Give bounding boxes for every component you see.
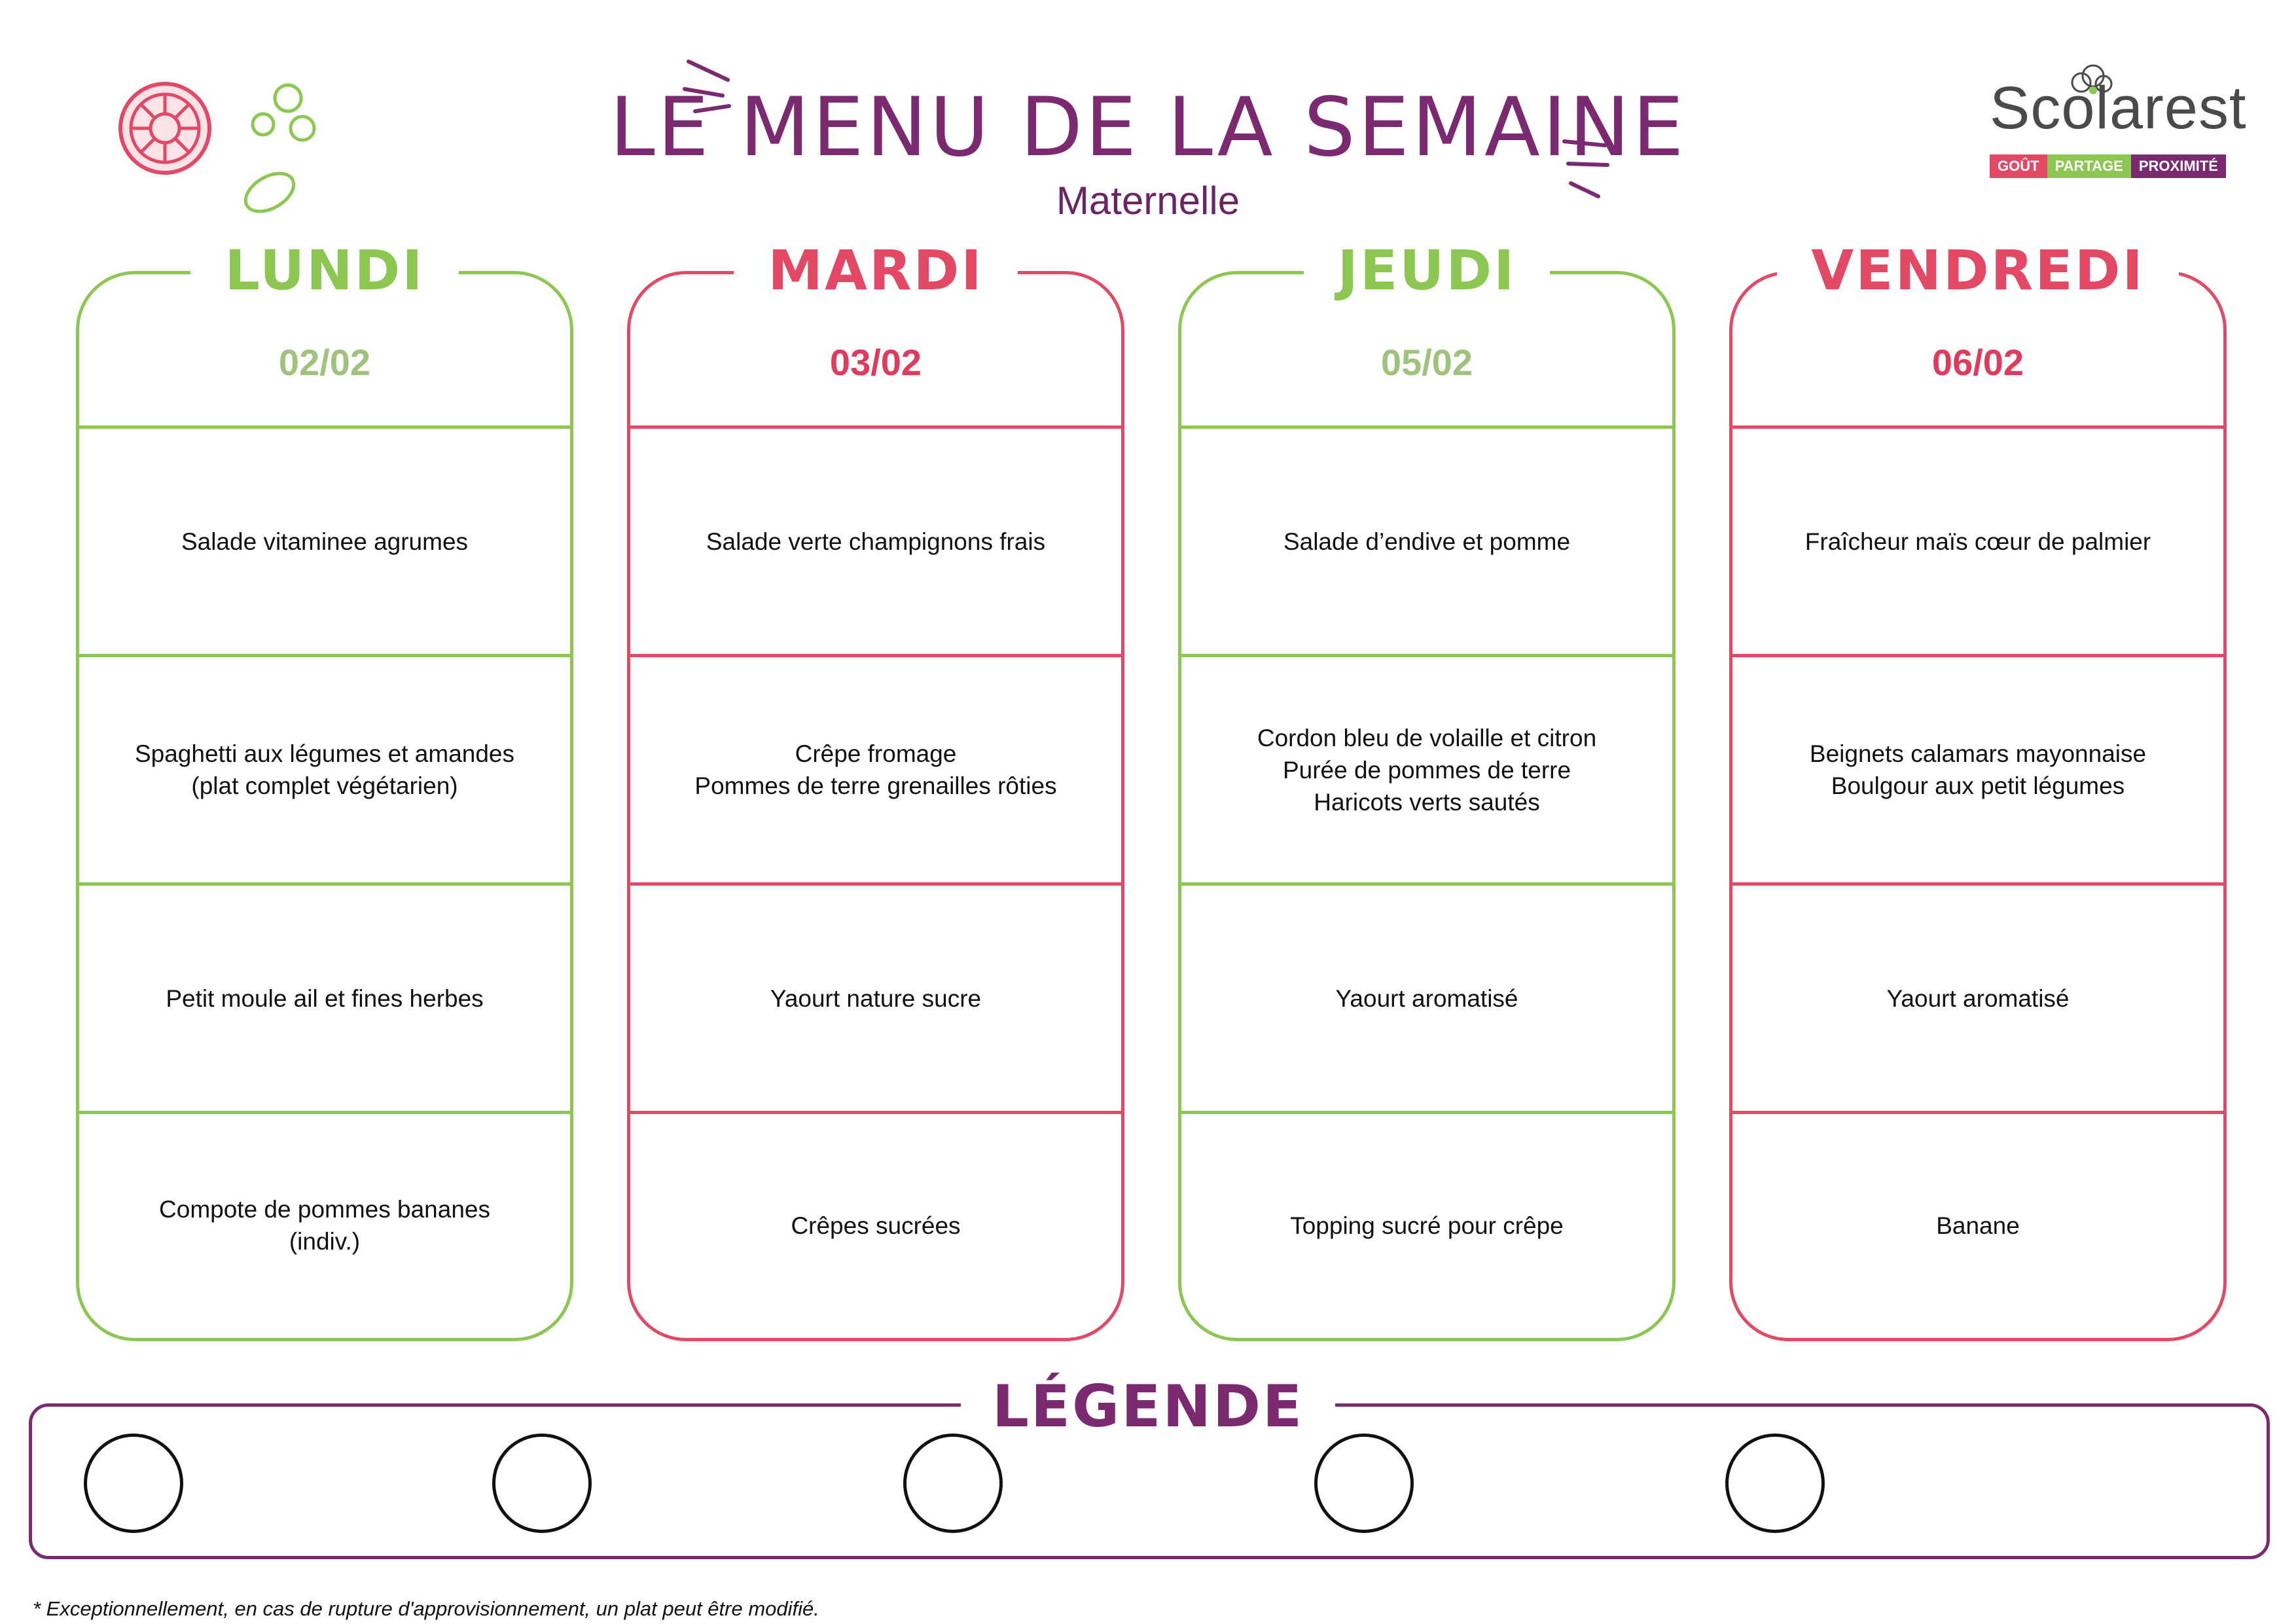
menu-item-main: Crêpe fromage Pommes de terre grenailles rôties <box>694 740 1057 799</box>
menu-item-main: Beignets calamars mayonnaise Boulgour aux petit légumes <box>1809 740 2147 799</box>
day-date: 06/02 <box>1931 342 2024 383</box>
legend-symbol-placeholder <box>84 1434 183 1533</box>
logo-tagline-item: GOÛT <box>1990 154 2047 178</box>
menu-item-dairy: Yaourt aromatisé <box>1886 984 2070 1012</box>
footnote: * Exceptionnellement, en cas de rupture d'approvisionnement, un plat peut être modifié. <box>33 1597 819 1620</box>
menu-item-dairy: Yaourt aromatisé <box>1335 984 1518 1012</box>
day-column-jeudi <box>1178 238 1676 1341</box>
scolarest-logo <box>1983 72 2258 183</box>
day-date: 03/02 <box>829 342 922 383</box>
menu-item-main: Spaghetti aux légumes et amandes (plat complet végétarien) <box>134 740 515 799</box>
menu-item-dessert: Banane <box>1936 1212 2020 1239</box>
day-date: 05/02 <box>1380 342 1473 383</box>
menu-item-starter: Salade verte champignons frais <box>706 528 1046 555</box>
day-name: MARDI <box>734 238 1017 302</box>
page-title: LE MENU DE LA SEMAINE <box>609 81 1687 175</box>
day-column-lundi <box>76 238 573 1341</box>
legend-symbol-placeholder <box>903 1434 1003 1533</box>
day-date: 02/02 <box>278 342 371 383</box>
day-name: JEUDI <box>1304 238 1551 302</box>
day-column-vendredi <box>1729 238 2227 1341</box>
menu-item-dairy: Petit moule ail et fines herbes <box>166 984 484 1012</box>
legend-symbol-placeholder <box>492 1434 592 1533</box>
day-name: LUNDI <box>190 238 458 302</box>
day-name: VENDREDI <box>1777 238 2178 302</box>
menu-item-starter: Salade vitaminee agrumes <box>181 528 469 555</box>
day-column-mardi <box>627 238 1124 1341</box>
menu-item-starter: Fraîcheur maïs cœur de palmier <box>1804 528 2151 555</box>
menu-item-dessert: Crêpes sucrées <box>791 1212 961 1239</box>
legend-symbol-placeholder <box>1725 1434 1825 1533</box>
logo-tagline-item: PROXIMITÉ <box>2131 154 2226 178</box>
logo-tagline <box>1990 154 2226 178</box>
legend-title: LÉGENDE <box>961 1373 1335 1440</box>
logo-tagline-item: PARTAGE <box>2047 154 2131 178</box>
menu-item-main: Cordon bleu de volaille et citron Purée de pommes de terre Haricots verts sautés <box>1257 724 1597 816</box>
logo-wordmark: Scolarest <box>1990 75 2247 141</box>
legend-symbol-placeholder <box>1314 1434 1414 1533</box>
menu-item-dessert: Topping sucré pour crêpe <box>1290 1212 1564 1239</box>
menu-item-starter: Salade d’endive et pomme <box>1283 528 1571 555</box>
page-subtitle: Maternelle <box>1056 179 1240 223</box>
menu-item-dairy: Yaourt nature sucre <box>770 984 982 1012</box>
menu-item-dessert: Compote de pommes bananes (indiv.) <box>159 1196 490 1255</box>
